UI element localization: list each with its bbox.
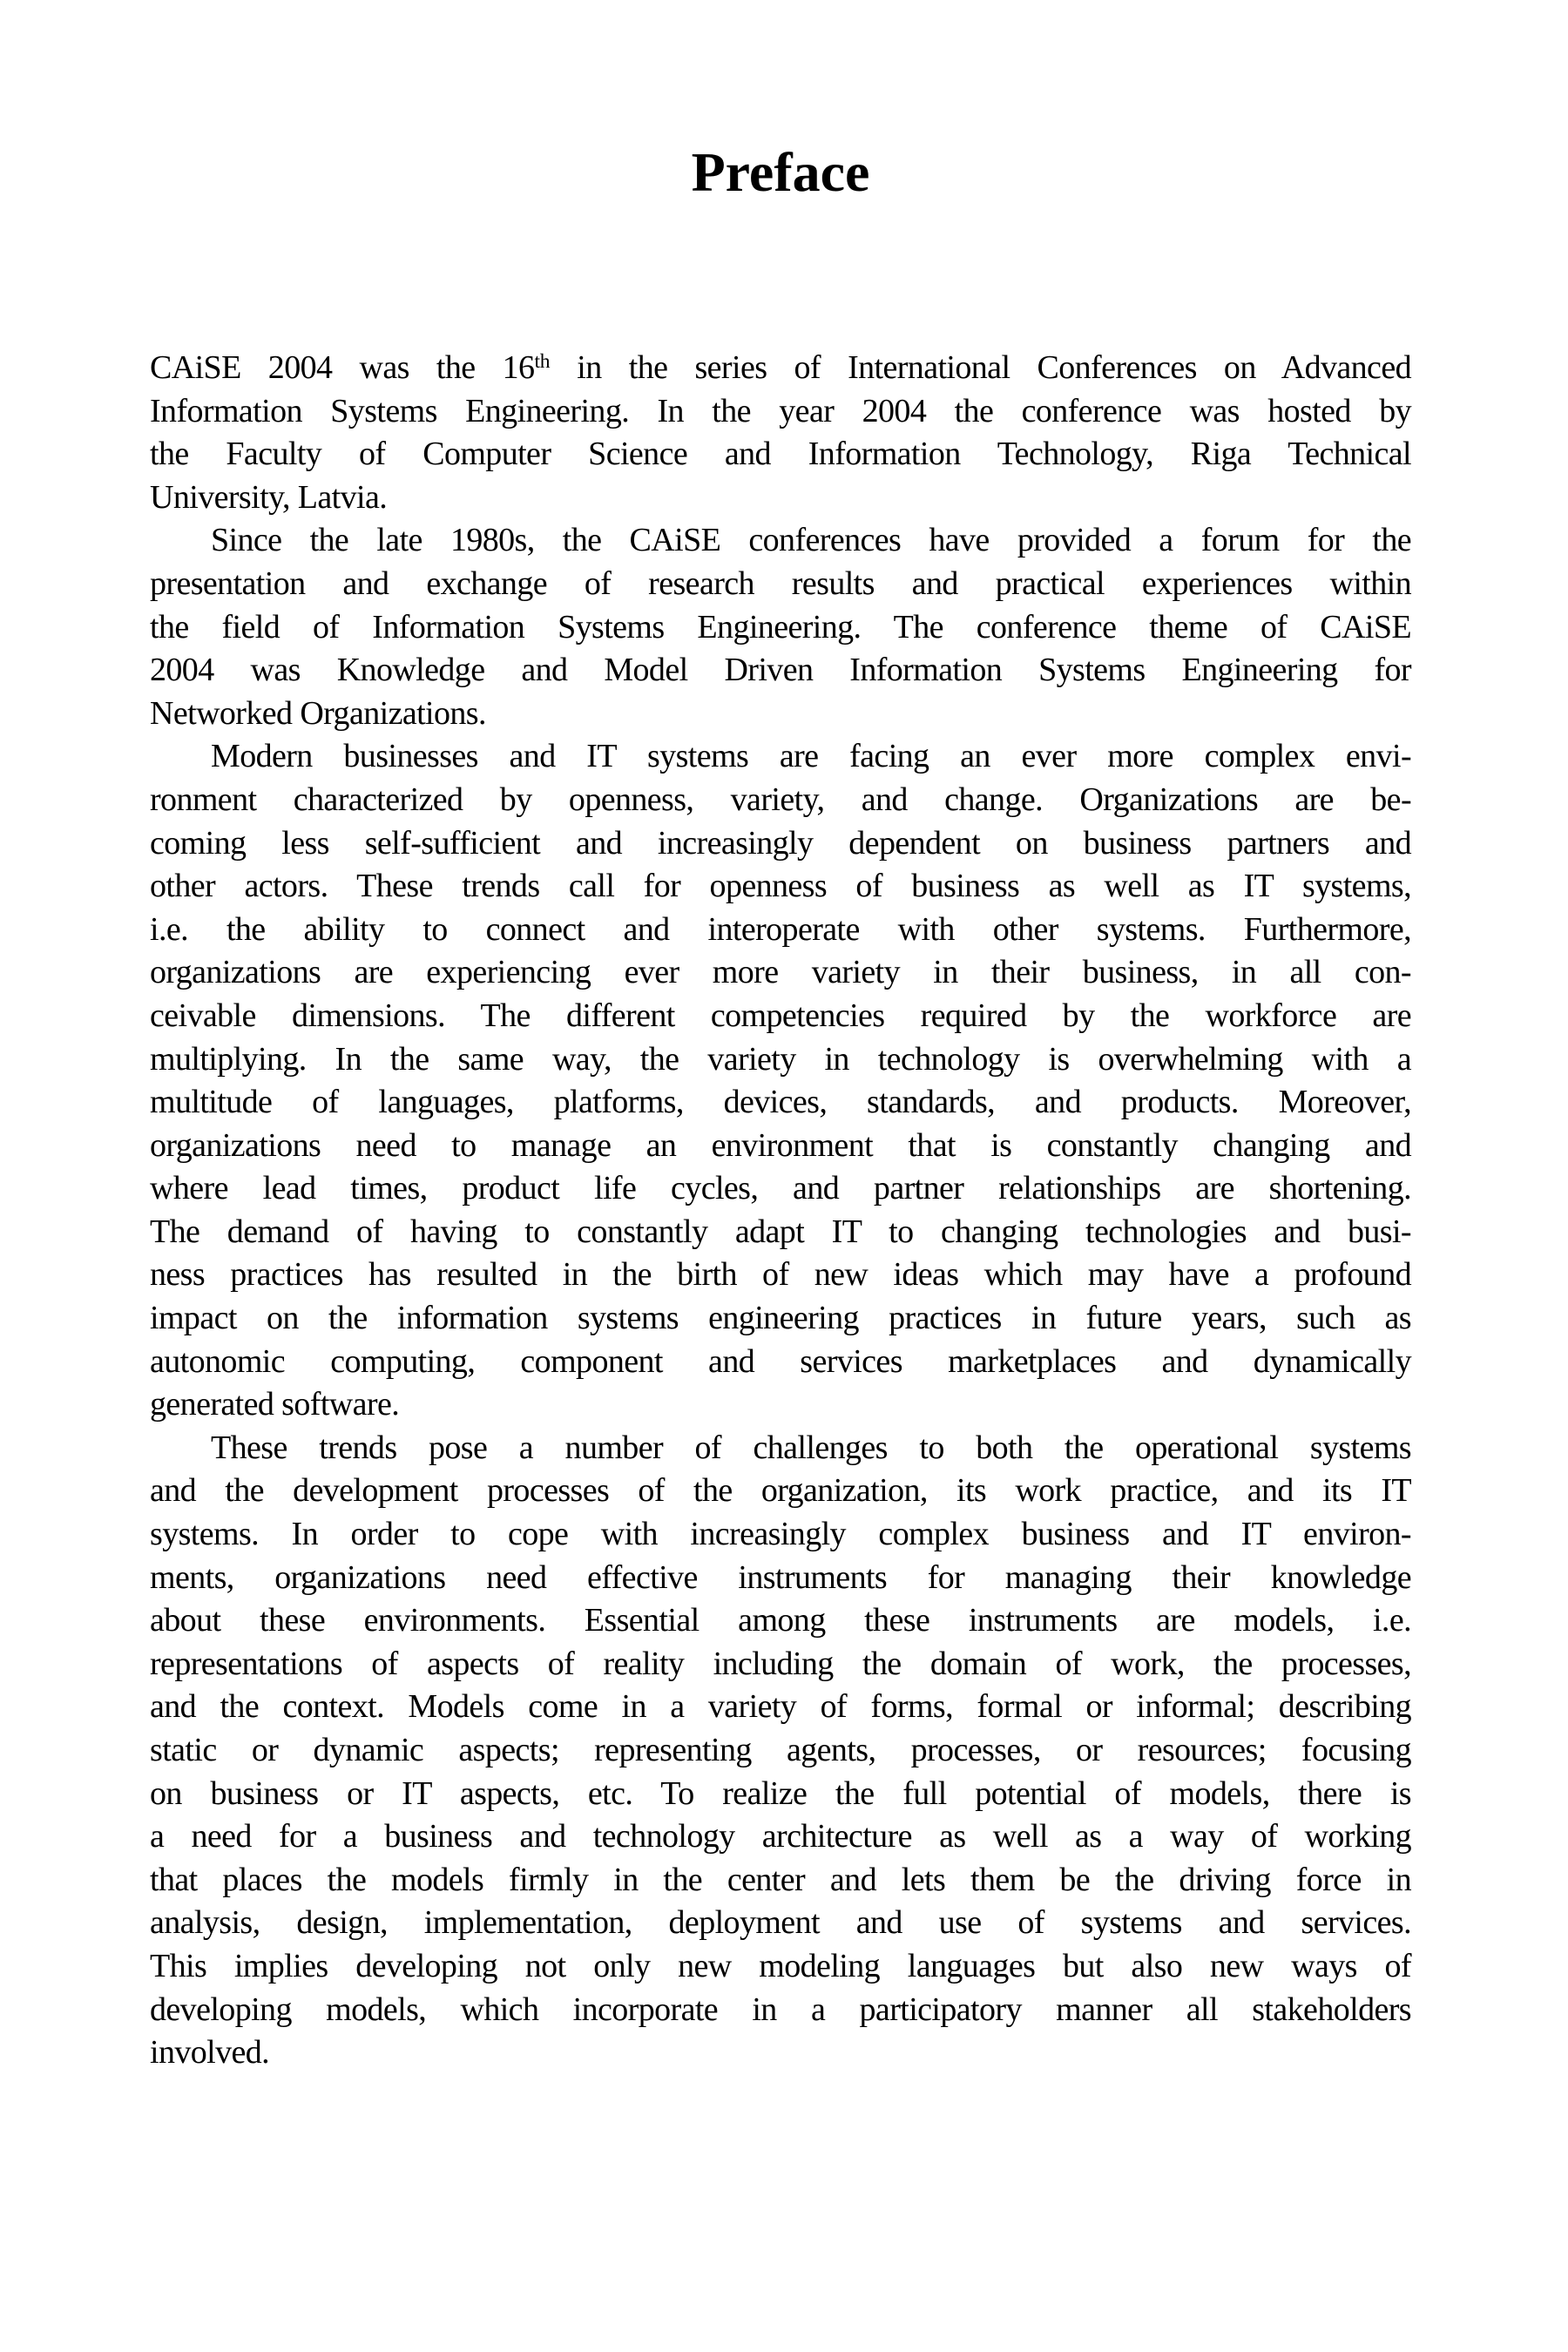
text-line: organizations are experiencing ever more variety in their business, in all con- xyxy=(150,954,1411,991)
text-line: and the context. Models come in a variety of forms, formal or informal; describing xyxy=(150,1688,1411,1726)
text-line: autonomic computing, component and services marketplaces and dynamically xyxy=(150,1342,1411,1380)
text-line: Information Systems Engineering. In the year 2004 the conference was hosted by xyxy=(150,392,1411,429)
text-line: These trends pose a number of challenges to both the operational systems xyxy=(211,1429,1411,1466)
text-line: presentation and exchange of research results and practical experiences within xyxy=(150,564,1411,602)
text-line: ceivable dimensions. The different competencies required by the workforce are xyxy=(150,997,1411,1034)
text-line: generated software. xyxy=(150,1386,400,1423)
preface-text xyxy=(150,347,1411,2075)
text-line: where lead times, product life cycles, and partner relationships are shortening. xyxy=(150,1170,1411,1207)
text-line: and the development processes of the organization, its work practice, and its IT xyxy=(150,1472,1411,1510)
text-line: Networked Organizations. xyxy=(150,694,486,732)
paragraph xyxy=(150,519,1411,735)
paragraph xyxy=(150,1427,1411,2075)
text-line: the Faculty of Computer Science and Information Technology, Riga Technical xyxy=(150,436,1411,473)
text-line: representations of aspects of reality including the domain of work, the processes, xyxy=(150,1645,1411,1682)
text-line: Modern businesses and IT systems are facing an ever more complex envi- xyxy=(211,738,1411,775)
text-line: analysis, design, implementation, deployment and use of systems and services. xyxy=(150,1904,1411,1942)
text-line: multiplying. In the same way, the variety in technology is overwhelming with a xyxy=(150,1040,1411,1078)
text-line: multitude of languages, platforms, devices, standards, and products. Moreover, xyxy=(150,1084,1411,1121)
text-line: This implies developing not only new modeling languages but also new ways of xyxy=(150,1947,1411,1984)
text-line: University, Latvia. xyxy=(150,478,388,516)
paragraph xyxy=(150,735,1411,1427)
text-line: involved. xyxy=(150,2034,270,2072)
text-line: ronment characterized by openness, variety, and change. Organizations are be- xyxy=(150,781,1411,818)
paragraph xyxy=(150,347,1411,519)
text-line: on business or IT aspects, etc. To realize the full potential of models, there is xyxy=(150,1774,1411,1812)
text-line: the field of Information Systems Engineering. The conference theme of CAiSE xyxy=(150,608,1411,645)
text-line: a need for a business and technology architecture as well as a way of working xyxy=(150,1818,1411,1855)
text-line: CAiSE 2004 was the 16th in the series of International Conferences on Advanced xyxy=(150,349,1411,386)
text-line: i.e. the ability to connect and interoperate with other systems. Furthermore, xyxy=(150,910,1411,948)
text-line: coming less self-sufficient and increasingly dependent on business partners and xyxy=(150,824,1411,862)
text-line: about these environments. Essential among these instruments are models, i.e. xyxy=(150,1602,1411,1639)
text-line: Since the late 1980s, the CAiSE conferences have provided a forum for the xyxy=(211,522,1411,559)
text-line: impact on the information systems engineering practices in future years, such as xyxy=(150,1300,1411,1337)
text-line: organizations need to manage an environment that is constantly changing and xyxy=(150,1126,1411,1164)
page-title: Preface xyxy=(691,141,870,203)
text-line: that places the models firmly in the center and lets them be the driving force in xyxy=(150,1861,1411,1898)
text-line: static or dynamic aspects; representing agents, processes, or resources; focusing xyxy=(150,1732,1411,1768)
text-line: ness practices has resulted in the birth of new ideas which may have a profound xyxy=(150,1256,1411,1294)
text-line: other actors. These trends call for openness of business as well as IT systems, xyxy=(150,868,1411,905)
text-line: The demand of having to constantly adapt IT to changing technologies and busi- xyxy=(150,1213,1411,1250)
text-line: developing models, which incorporate in a participatory manner all stakeholders xyxy=(150,1990,1411,2028)
text-line: 2004 was Knowledge and Model Driven Information Systems Engineering for xyxy=(150,652,1411,689)
text-line: systems. In order to cope with increasingly complex business and IT environ- xyxy=(150,1516,1411,1553)
text-line: ments, organizations need effective instruments for managing their knowledge xyxy=(150,1558,1411,1596)
